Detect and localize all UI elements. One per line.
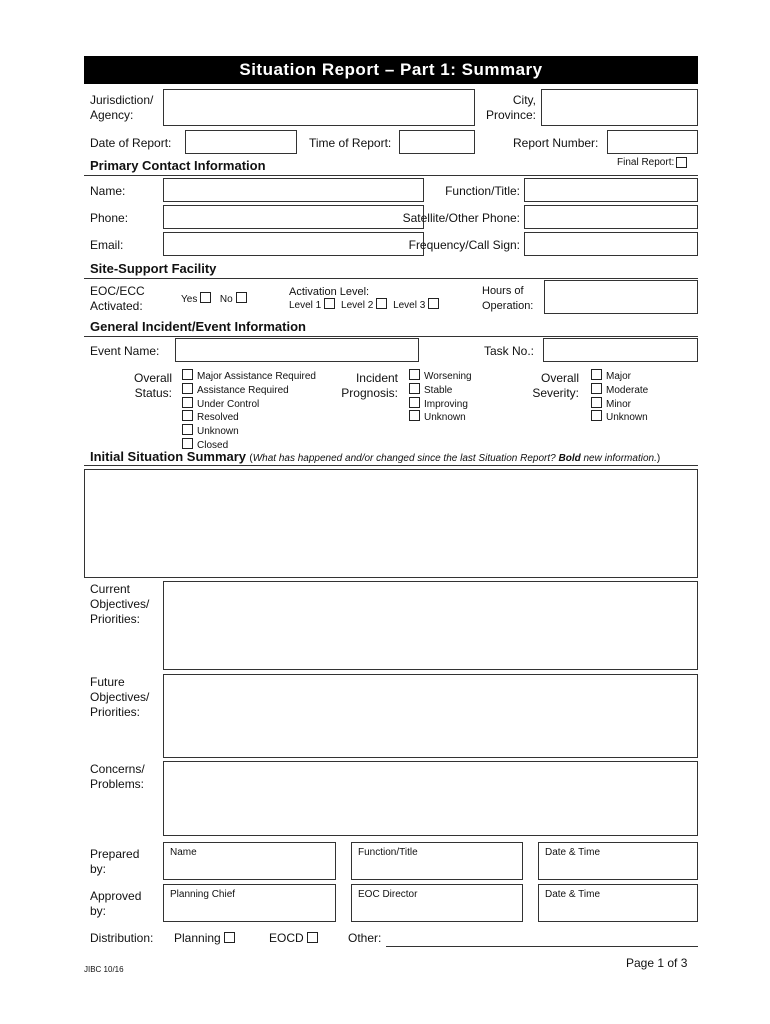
status-option-label: Major Assistance Required xyxy=(197,371,316,382)
no-checkbox[interactable] xyxy=(236,292,247,303)
site-support-heading: Site-Support Facility xyxy=(90,261,217,276)
level1-label: Level 1 xyxy=(289,300,322,311)
time-label: Time of Report: xyxy=(309,136,392,150)
name-label: Name: xyxy=(90,184,126,198)
level2-label: Level 2 xyxy=(341,300,374,311)
prognosis-option[interactable] xyxy=(409,383,472,397)
status-option[interactable] xyxy=(182,397,316,411)
divider xyxy=(84,175,698,176)
jurisdiction-label: Jurisdiction/ Agency: xyxy=(90,93,154,122)
concerns-field[interactable] xyxy=(163,761,698,836)
future-objectives-label: Future Objectives/ Priorities: xyxy=(90,675,150,719)
planning-label: Planning xyxy=(174,931,221,945)
divider xyxy=(84,336,698,337)
status-options xyxy=(182,369,316,452)
status-option[interactable] xyxy=(182,424,316,438)
severity-option-label: Major xyxy=(606,371,632,382)
summary-field[interactable] xyxy=(84,469,698,578)
status-option[interactable] xyxy=(182,383,316,397)
checkbox[interactable] xyxy=(182,424,193,435)
field-label: Function/Title xyxy=(358,847,418,858)
severity-option[interactable] xyxy=(591,410,648,424)
city-field[interactable] xyxy=(541,89,698,126)
activation-label: Activation Level: xyxy=(289,286,370,298)
date-label: Date of Report: xyxy=(90,136,172,150)
date-field[interactable] xyxy=(185,130,297,154)
severity-options xyxy=(591,369,648,424)
status-option-label: Closed xyxy=(197,439,229,451)
prepared-date-field[interactable] xyxy=(538,842,698,880)
status-option-label: Resolved xyxy=(197,412,239,424)
prognosis-option-label: Unknown xyxy=(424,412,466,424)
prognosis-option-label: Improving xyxy=(424,398,468,410)
level3-label: Level 3 xyxy=(393,300,426,311)
checkbox[interactable] xyxy=(591,397,602,408)
distribution-planning[interactable] xyxy=(174,931,238,946)
summary-note-open: ( xyxy=(249,453,253,464)
task-field[interactable] xyxy=(543,338,698,362)
prognosis-option[interactable] xyxy=(409,410,472,424)
email-label: Email: xyxy=(90,238,124,252)
distribution-label: Distribution: xyxy=(90,931,154,945)
approved-by-label: Approved by: xyxy=(90,889,142,918)
severity-option[interactable] xyxy=(591,397,648,411)
checkbox[interactable] xyxy=(182,410,193,421)
time-field[interactable] xyxy=(399,130,475,154)
checkbox[interactable] xyxy=(591,369,602,380)
severity-option[interactable] xyxy=(591,383,648,397)
status-option-label: Under Control xyxy=(197,398,260,410)
form-code: JIBC 10/16 xyxy=(84,965,124,974)
prognosis-label: Incident Prognosis: xyxy=(341,371,398,400)
distribution-eocd[interactable] xyxy=(269,931,321,946)
checkbox[interactable] xyxy=(409,383,420,394)
field-label: Date & Time xyxy=(545,889,601,900)
no-label: No xyxy=(219,294,233,305)
final-report-label: Final Report: xyxy=(617,157,675,168)
severity-option-label: Minor xyxy=(606,398,632,410)
severity-label: Overall Severity: xyxy=(532,371,579,400)
function-field[interactable] xyxy=(524,178,698,202)
hours-label: Hours of Operation: xyxy=(482,285,534,312)
field-label: Date & Time xyxy=(545,847,601,858)
summary-note-part2: new information. xyxy=(580,453,657,464)
severity-option[interactable] xyxy=(591,369,648,383)
jurisdiction-field[interactable] xyxy=(163,89,475,126)
eocd-label: EOCD xyxy=(269,931,304,945)
phone-field[interactable] xyxy=(163,205,424,229)
concerns-label: Concerns/ Problems: xyxy=(90,762,145,791)
prognosis-option[interactable] xyxy=(409,369,472,383)
task-label: Task No.: xyxy=(484,344,535,358)
event-name-label: Event Name: xyxy=(90,344,160,358)
level1-checkbox[interactable] xyxy=(324,298,335,309)
checkbox[interactable] xyxy=(409,397,420,408)
approved-date-field[interactable] xyxy=(538,884,698,922)
eoc-label: EOC/ECC Activated: xyxy=(90,284,145,313)
status-option[interactable] xyxy=(182,369,316,383)
overall-status-label: Overall Status: xyxy=(133,371,172,400)
divider xyxy=(84,465,698,466)
prognosis-option-label: Worsening xyxy=(424,371,472,382)
approved-planning-field[interactable] xyxy=(163,884,336,922)
current-objectives-label: Current Objectives/ Priorities: xyxy=(90,582,150,626)
prognosis-option[interactable] xyxy=(409,397,472,411)
checkbox[interactable] xyxy=(409,410,420,421)
prepared-function-field[interactable] xyxy=(351,842,523,880)
yes-checkbox[interactable] xyxy=(200,292,211,303)
prepared-by-label: Prepared by: xyxy=(90,847,140,876)
status-option[interactable] xyxy=(182,410,316,424)
yes-label: Yes xyxy=(181,294,198,305)
distribution-other-field[interactable] xyxy=(386,946,698,947)
eoc-yes-option[interactable] xyxy=(181,292,250,306)
incident-heading: General Incident/Event Information xyxy=(90,319,306,334)
checkbox[interactable] xyxy=(182,438,193,449)
phone-label: Phone: xyxy=(90,211,129,225)
frequency-label: Frequency/Call Sign: xyxy=(408,238,520,252)
page-title: Situation Report – Part 1: Summary xyxy=(84,56,698,84)
distribution-other-label: Other: xyxy=(348,931,382,945)
summary-note-close: ) xyxy=(656,453,661,464)
final-report-checkbox[interactable] xyxy=(676,157,687,168)
checkbox[interactable] xyxy=(182,369,193,380)
eocd-checkbox[interactable] xyxy=(307,932,318,943)
event-name-field[interactable] xyxy=(175,338,419,362)
checkbox[interactable] xyxy=(591,383,602,394)
report-number-label: Report Number: xyxy=(513,136,599,150)
name-field[interactable] xyxy=(163,178,424,202)
severity-option-label: Unknown xyxy=(606,412,648,424)
summary-heading-row xyxy=(90,449,660,464)
status-option-label: Unknown xyxy=(197,426,239,438)
primary-contact-heading: Primary Contact Information xyxy=(90,158,266,173)
summary-note-part1: What has happened and/or changed since the last Situation Report? xyxy=(252,453,559,464)
severity-option-label: Moderate xyxy=(606,384,649,396)
prognosis-option-label: Stable xyxy=(424,384,453,396)
checkbox[interactable] xyxy=(182,383,193,394)
status-option-label: Assistance Required xyxy=(197,384,289,396)
frequency-field[interactable] xyxy=(524,232,698,256)
summary-heading: Initial Situation Summary xyxy=(90,449,247,464)
current-objectives-field[interactable] xyxy=(163,581,698,670)
field-label: EOC Director xyxy=(358,889,418,900)
future-objectives-field[interactable] xyxy=(163,674,698,758)
field-label: Name xyxy=(170,847,197,858)
hours-field[interactable] xyxy=(544,280,698,314)
checkbox[interactable] xyxy=(591,410,602,421)
prepared-name-field[interactable] xyxy=(163,842,336,880)
report-number-field[interactable] xyxy=(607,130,698,154)
prognosis-options xyxy=(409,369,472,424)
field-label: Planning Chief xyxy=(170,889,236,900)
summary-note-bold: Bold xyxy=(558,453,581,464)
city-label: City, Province: xyxy=(485,93,536,122)
email-field[interactable] xyxy=(163,232,424,256)
function-label: Function/Title: xyxy=(445,184,520,198)
level2-checkbox[interactable] xyxy=(376,298,387,309)
activation-levels xyxy=(289,298,442,312)
planning-checkbox[interactable] xyxy=(224,932,235,943)
level3-checkbox[interactable] xyxy=(428,298,439,309)
satellite-label: Satellite/Other Phone: xyxy=(402,211,520,225)
checkbox[interactable] xyxy=(409,369,420,380)
approved-eoc-field[interactable] xyxy=(351,884,523,922)
checkbox[interactable] xyxy=(182,397,193,408)
divider xyxy=(84,278,698,279)
page-number: Page 1 of 3 xyxy=(626,956,688,970)
satellite-field[interactable] xyxy=(524,205,698,229)
